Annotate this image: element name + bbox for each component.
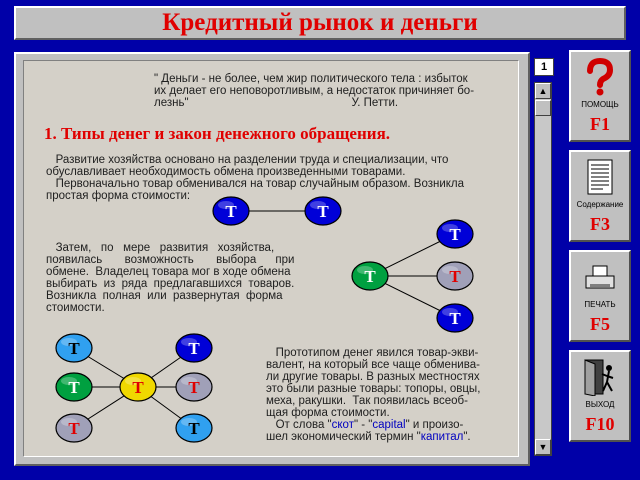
goods-node-label: Т [68,378,80,397]
goods-node [352,262,388,290]
vertical-scrollbar[interactable] [534,82,552,456]
goods-node [176,414,212,442]
exit-button[interactable] [569,350,631,442]
contents-button[interactable] [569,150,631,242]
goods-node [437,262,473,290]
goods-node [305,197,341,225]
goods-node [120,373,156,401]
paragraph-full-form: Затем, по мере развития хозяйства, появилась возможность выбора при обмене. Владелец товара мог в ходе обмена выбирать из ряда предлагавшихся товаров. Возникла полная или развернутая форма стоимости. [46,242,295,314]
printer-icon [571,258,629,296]
goods-node [213,197,249,225]
document-icon [571,158,629,196]
print-key: F5 [590,314,610,334]
question-icon [571,58,629,96]
term-kapital[interactable]: капитал [420,431,464,443]
goods-node [437,304,473,332]
scroll-thumb[interactable] [535,100,551,116]
goods-node [176,373,212,401]
help-button[interactable] [569,50,631,142]
goods-node-label: Т [188,339,200,358]
paragraph-exchange: Развитие хозяйства основано на разделении труда и специализации, что обуславливает необходимость обмена произведенными товарами. Первоначально товар обменивался на товар случайным образом. Возникла простая форма стоимости: [46,154,465,202]
para3-text-b: " - " [353,419,373,431]
app-title: Кредитный рынок и деньги [162,9,478,36]
title-bar [14,6,626,40]
print-label: ПЕЧАТЬ [584,300,616,309]
page-number: 1 [534,58,554,76]
goods-node-label: Т [364,267,376,286]
goods-node-label: Т [68,339,80,358]
exit-door-icon [571,358,629,396]
goods-node [56,414,92,442]
goods-node-label: Т [449,225,461,244]
print-button[interactable] [569,250,631,342]
help-label: ПОМОЩЬ [581,100,619,109]
contents-key: F3 [590,214,610,234]
goods-node [56,334,92,362]
value-forms-diagrams [24,61,519,457]
section-heading: 1. Типы денег и закон денежного обращения. [44,124,391,143]
contents-label: Содержание [576,200,624,209]
exit-key: F10 [585,414,615,434]
content-panel [14,52,530,466]
term-skot[interactable]: скот [331,419,354,431]
goods-node-label: Т [317,202,329,221]
exit-label: ВЫХОД [585,400,615,409]
term-capital-en[interactable]: capital [372,419,406,431]
goods-node-label: Т [225,202,237,221]
goods-node-label: Т [188,378,200,397]
goods-node-label: Т [188,419,200,438]
goods-node-label: Т [449,267,461,286]
text-page [23,60,519,457]
goods-node-label: Т [132,378,144,397]
scroll-down-arrow-icon[interactable]: ▼ [535,439,551,455]
goods-node [176,334,212,362]
goods-node-label: Т [449,309,461,328]
para3-text-a: Прототипом денег явился товар-экви- валент, на который все чаще обменива- ли другие товары. В разных местностях это были разные товары: топоры, овцы, меха, ракушки. Так появилась всеоб- щая форма стоимости. От слова " [266,347,481,431]
help-key: F1 [590,114,610,134]
para3-text-d: ". [463,431,471,443]
para3-text-c: " и произо- шел экономический термин " [266,419,464,443]
goods-node-label: Т [68,419,80,438]
goods-node [437,220,473,248]
scroll-up-arrow-icon[interactable]: ▲ [535,83,551,99]
epigraph-quote: " Деньги - не более, чем жир политического тела : избыток их делает его неповоротливым, а недостаток причиняет бо- лезнь" У. Петти. [154,73,475,109]
goods-node [56,373,92,401]
